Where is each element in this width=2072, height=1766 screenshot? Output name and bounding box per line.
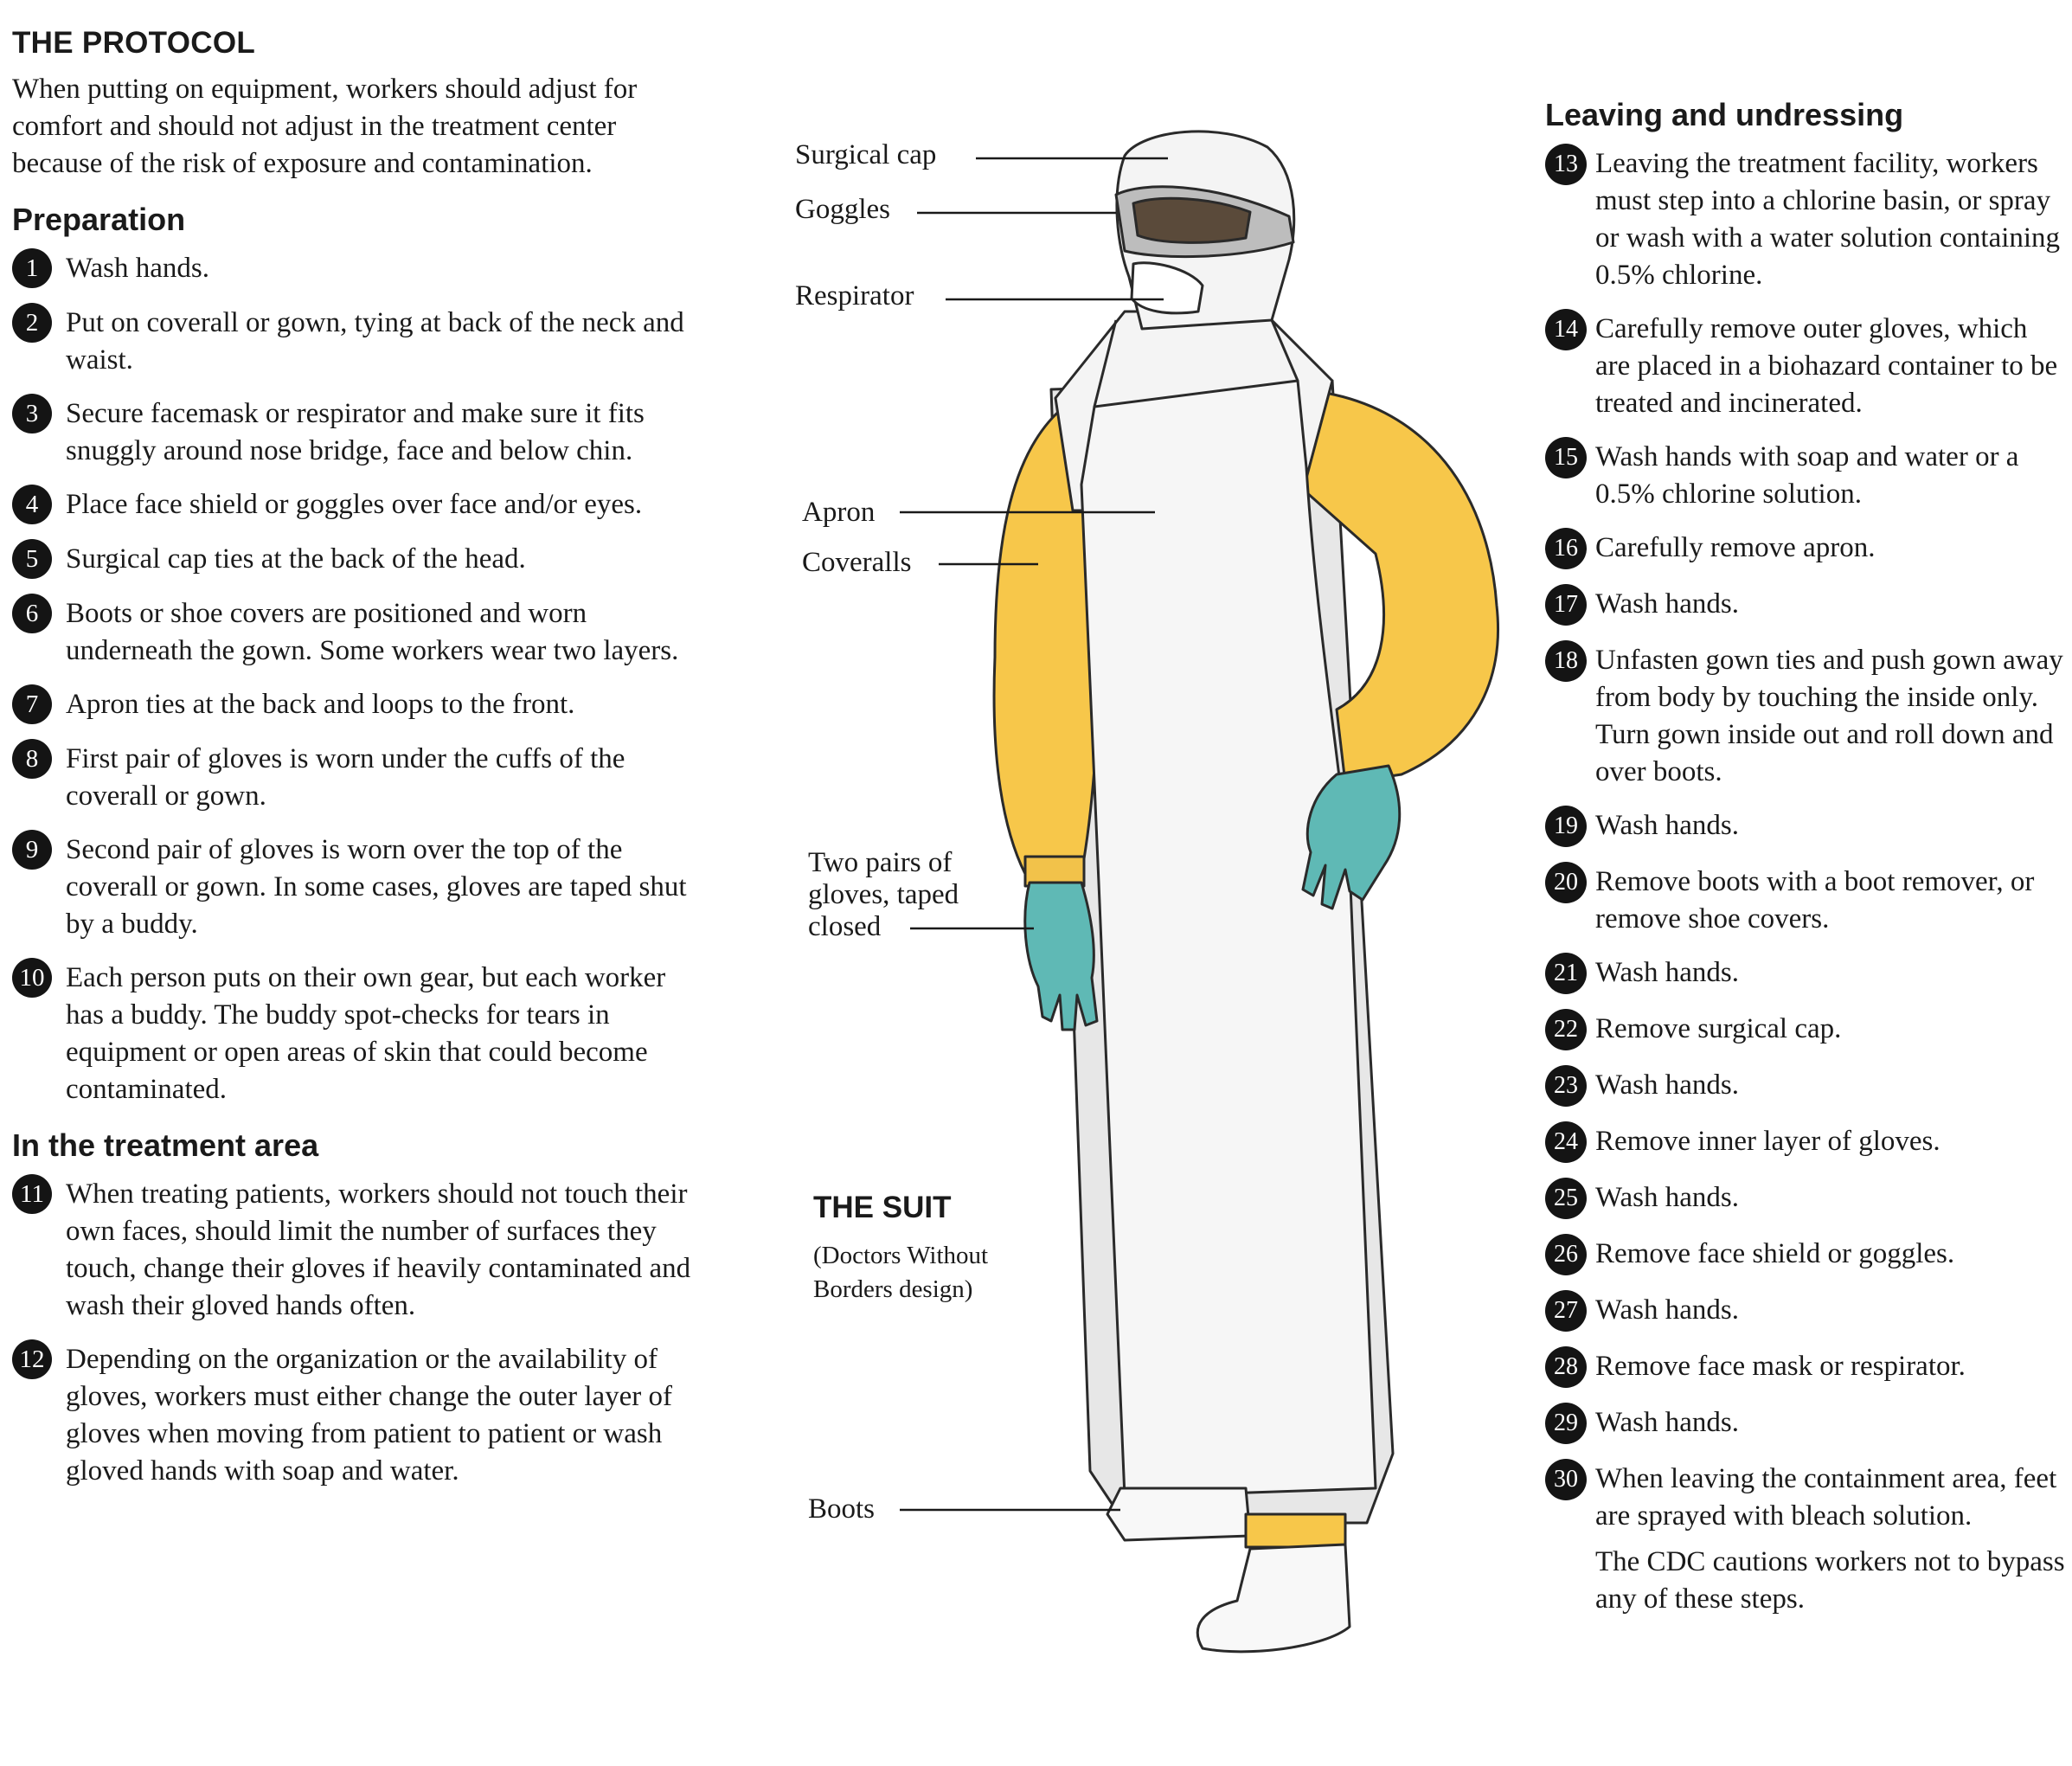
step-number-badge: 29 — [1545, 1403, 1587, 1444]
respirator — [1132, 263, 1203, 313]
step-number-badge: 14 — [1545, 309, 1587, 350]
step-18 — [1545, 642, 2069, 791]
hood — [1117, 132, 1294, 329]
step-16 — [1545, 530, 2069, 569]
step-text: Leaving the treatment facility, workers must step into a chlorine basin, or spray or wash with a water solution containing 0.5% chlorine. — [1595, 148, 2061, 291]
step-number-badge: 10 — [12, 958, 52, 998]
step-text: When leaving the containment area, feet are sprayed with bleach solution. — [1595, 1463, 2057, 1532]
step-6 — [12, 595, 704, 670]
step-27 — [1545, 1292, 2069, 1332]
step-text: When treating patients, workers should not touch their own faces, should limit the number of surfaces they touch, change their gloves if heavily contaminated and wash their gloved hands often. — [66, 1178, 691, 1321]
step-number-badge: 9 — [12, 830, 52, 870]
coverall-torso — [1055, 311, 1332, 511]
step-13 — [1545, 145, 2069, 294]
step-number-badge: 1 — [12, 248, 52, 288]
step-text: Wash hands. — [1595, 588, 1739, 620]
step-text: Depending on the organization or the availability of gloves, workers must either change the outer layer of gloves when moving from patient to patient or wash gloved hands with soap and water. — [66, 1344, 673, 1487]
step-number-badge: 30 — [1545, 1459, 1587, 1500]
boots-label: Boots — [808, 1493, 876, 1525]
apron-neck-strap — [1094, 320, 1298, 407]
boot-tape — [1246, 1514, 1345, 1547]
step-text: Apron ties at the back and loops to the front. — [66, 689, 575, 720]
leaving-column — [1545, 97, 2069, 1618]
step-21 — [1545, 954, 2069, 994]
step-text: Second pair of gloves is worn over the top of the coverall or gown. In some cases, gloves are taped shut by a buddy. — [66, 834, 687, 940]
treatment-steps — [12, 1176, 704, 1490]
step-text: Remove inner layer of gloves. — [1595, 1126, 1940, 1157]
goggles-label: Goggles — [795, 194, 890, 225]
step-text: Remove face shield or goggles. — [1595, 1238, 1955, 1269]
preparation-steps — [12, 250, 704, 1108]
goggles — [1116, 187, 1293, 257]
step-29 — [1545, 1404, 2069, 1444]
apron-label: Apron — [802, 497, 876, 528]
step-14 — [1545, 311, 2069, 422]
step-17 — [1545, 586, 2069, 626]
right-glove — [1303, 766, 1400, 909]
step-text: Wash hands. — [1595, 957, 1739, 988]
step-number-badge: 16 — [1545, 528, 1587, 569]
step-text: First pair of gloves is worn under the cuffs of the coverall or gown. — [66, 743, 625, 812]
step-5 — [12, 541, 704, 579]
step-text: Each person puts on their own gear, but each worker has a buddy. The buddy spot-checks for tears in equipment or open areas of skin that could become contaminated. — [66, 962, 666, 1105]
cdc-caution-note: The CDC cautions workers not to bypass any of these steps. — [1595, 1546, 2065, 1615]
step-2 — [12, 305, 704, 379]
step-19 — [1545, 807, 2069, 847]
step-number-badge: 26 — [1545, 1234, 1587, 1275]
goggle-lens — [1133, 198, 1250, 242]
step-number-badge: 25 — [1545, 1178, 1587, 1219]
step-11 — [12, 1176, 704, 1325]
step-8 — [12, 741, 704, 815]
step-number-badge: 13 — [1545, 144, 1587, 185]
step-20 — [1545, 864, 2069, 938]
suit-title: THE SUIT — [813, 1191, 952, 1224]
step-15 — [1545, 439, 2069, 513]
respirator-label: Respirator — [795, 280, 914, 311]
step-24 — [1545, 1123, 2069, 1163]
step-number-badge: 6 — [12, 594, 52, 633]
step-number-badge: 18 — [1545, 640, 1587, 682]
left-cuff-tape — [1025, 857, 1084, 886]
step-1 — [12, 250, 704, 288]
step-text: Remove face mask or respirator. — [1595, 1351, 1966, 1382]
step-text: Wash hands. — [1595, 1294, 1739, 1326]
step-number-badge: 21 — [1545, 953, 1587, 994]
step-text: Carefully remove outer gloves, which are placed in a biohazard container to be treated and incinerated. — [1595, 313, 2058, 419]
gloves-label: Two pairs of gloves, taped closed — [808, 847, 959, 942]
step-text: Remove surgical cap. — [1595, 1013, 1842, 1044]
step-number-badge: 12 — [12, 1339, 52, 1379]
step-25 — [1545, 1179, 2069, 1219]
step-number-badge: 5 — [12, 539, 52, 579]
step-text: Put on coverall or gown, tying at back of the neck and waist. — [66, 307, 684, 376]
step-26 — [1545, 1236, 2069, 1275]
step-22 — [1545, 1011, 2069, 1050]
step-number-badge: 27 — [1545, 1290, 1587, 1332]
step-number-badge: 7 — [12, 684, 52, 724]
leaving-heading: Leaving and undressing — [1545, 97, 1904, 132]
step-number-badge: 23 — [1545, 1065, 1587, 1107]
left-sleeve — [994, 407, 1103, 874]
left-boot — [1107, 1488, 1250, 1540]
step-10 — [12, 960, 704, 1108]
step-number-badge: 2 — [12, 303, 52, 343]
right-boot — [1197, 1544, 1350, 1652]
step-text: Wash hands. — [1595, 1069, 1739, 1101]
gown-body — [1051, 381, 1393, 1523]
right-sleeve — [1298, 389, 1498, 783]
step-text: Unfasten gown ties and push gown away from body by touching the inside only. Turn gown inside out and roll down and over boots. — [1595, 645, 2063, 787]
step-number-badge: 15 — [1545, 437, 1587, 478]
label-leader-lines — [900, 158, 1168, 1510]
coveralls-label: Coveralls — [802, 547, 912, 578]
step-30 — [1545, 1461, 2069, 1535]
step-12 — [12, 1341, 704, 1490]
step-number-badge: 22 — [1545, 1009, 1587, 1050]
step-text: Surgical cap ties at the back of the head. — [66, 543, 526, 575]
step-4 — [12, 486, 704, 524]
step-number-badge: 3 — [12, 394, 52, 433]
step-9 — [12, 832, 704, 943]
step-7 — [12, 686, 704, 724]
step-number-badge: 4 — [12, 485, 52, 524]
step-text: Wash hands. — [66, 253, 209, 284]
treatment-heading: In the treatment area — [12, 1127, 319, 1163]
step-text: Wash hands with soap and water or a 0.5% chlorine solution. — [1595, 441, 2019, 510]
step-text: Wash hands. — [1595, 1182, 1739, 1213]
step-text: Secure facemask or respirator and make sure it fits snuggly around nose bridge, face and below chin. — [66, 398, 645, 466]
protocol-title: THE PROTOCOL — [12, 26, 256, 60]
apron — [1081, 381, 1376, 1497]
left-glove — [1025, 883, 1097, 1030]
protective-suit-figure — [994, 132, 1498, 1652]
surgical-cap-label: Surgical cap — [795, 139, 937, 170]
step-text: Remove boots with a boot remover, or remove shoe covers. — [1595, 866, 2035, 934]
step-text: Wash hands. — [1595, 810, 1739, 841]
step-number-badge: 8 — [12, 739, 52, 779]
step-number-badge: 20 — [1545, 862, 1587, 903]
preparation-heading: Preparation — [12, 202, 186, 237]
protocol-intro: When putting on equipment, workers should adjust for comfort and should not adjust in the treatment center because of the risk of exposure and contamination. — [12, 74, 638, 179]
step-28 — [1545, 1348, 2069, 1388]
step-text: Carefully remove apron. — [1595, 532, 1876, 563]
step-number-badge: 19 — [1545, 806, 1587, 847]
step-text: Wash hands. — [1595, 1407, 1739, 1438]
suit-subtitle: (Doctors Without Borders design) — [813, 1242, 989, 1303]
leaving-steps — [1545, 145, 2069, 1535]
step-3 — [12, 395, 704, 470]
step-number-badge: 11 — [12, 1174, 52, 1214]
step-23 — [1545, 1067, 2069, 1107]
step-text: Boots or shoe covers are positioned and worn underneath the gown. Some workers wear two layers. — [66, 598, 679, 666]
step-text: Place face shield or goggles over face and/or eyes. — [66, 489, 643, 520]
protocol-column — [12, 26, 704, 1506]
step-number-badge: 28 — [1545, 1346, 1587, 1388]
step-number-badge: 24 — [1545, 1121, 1587, 1163]
step-number-badge: 17 — [1545, 584, 1587, 626]
